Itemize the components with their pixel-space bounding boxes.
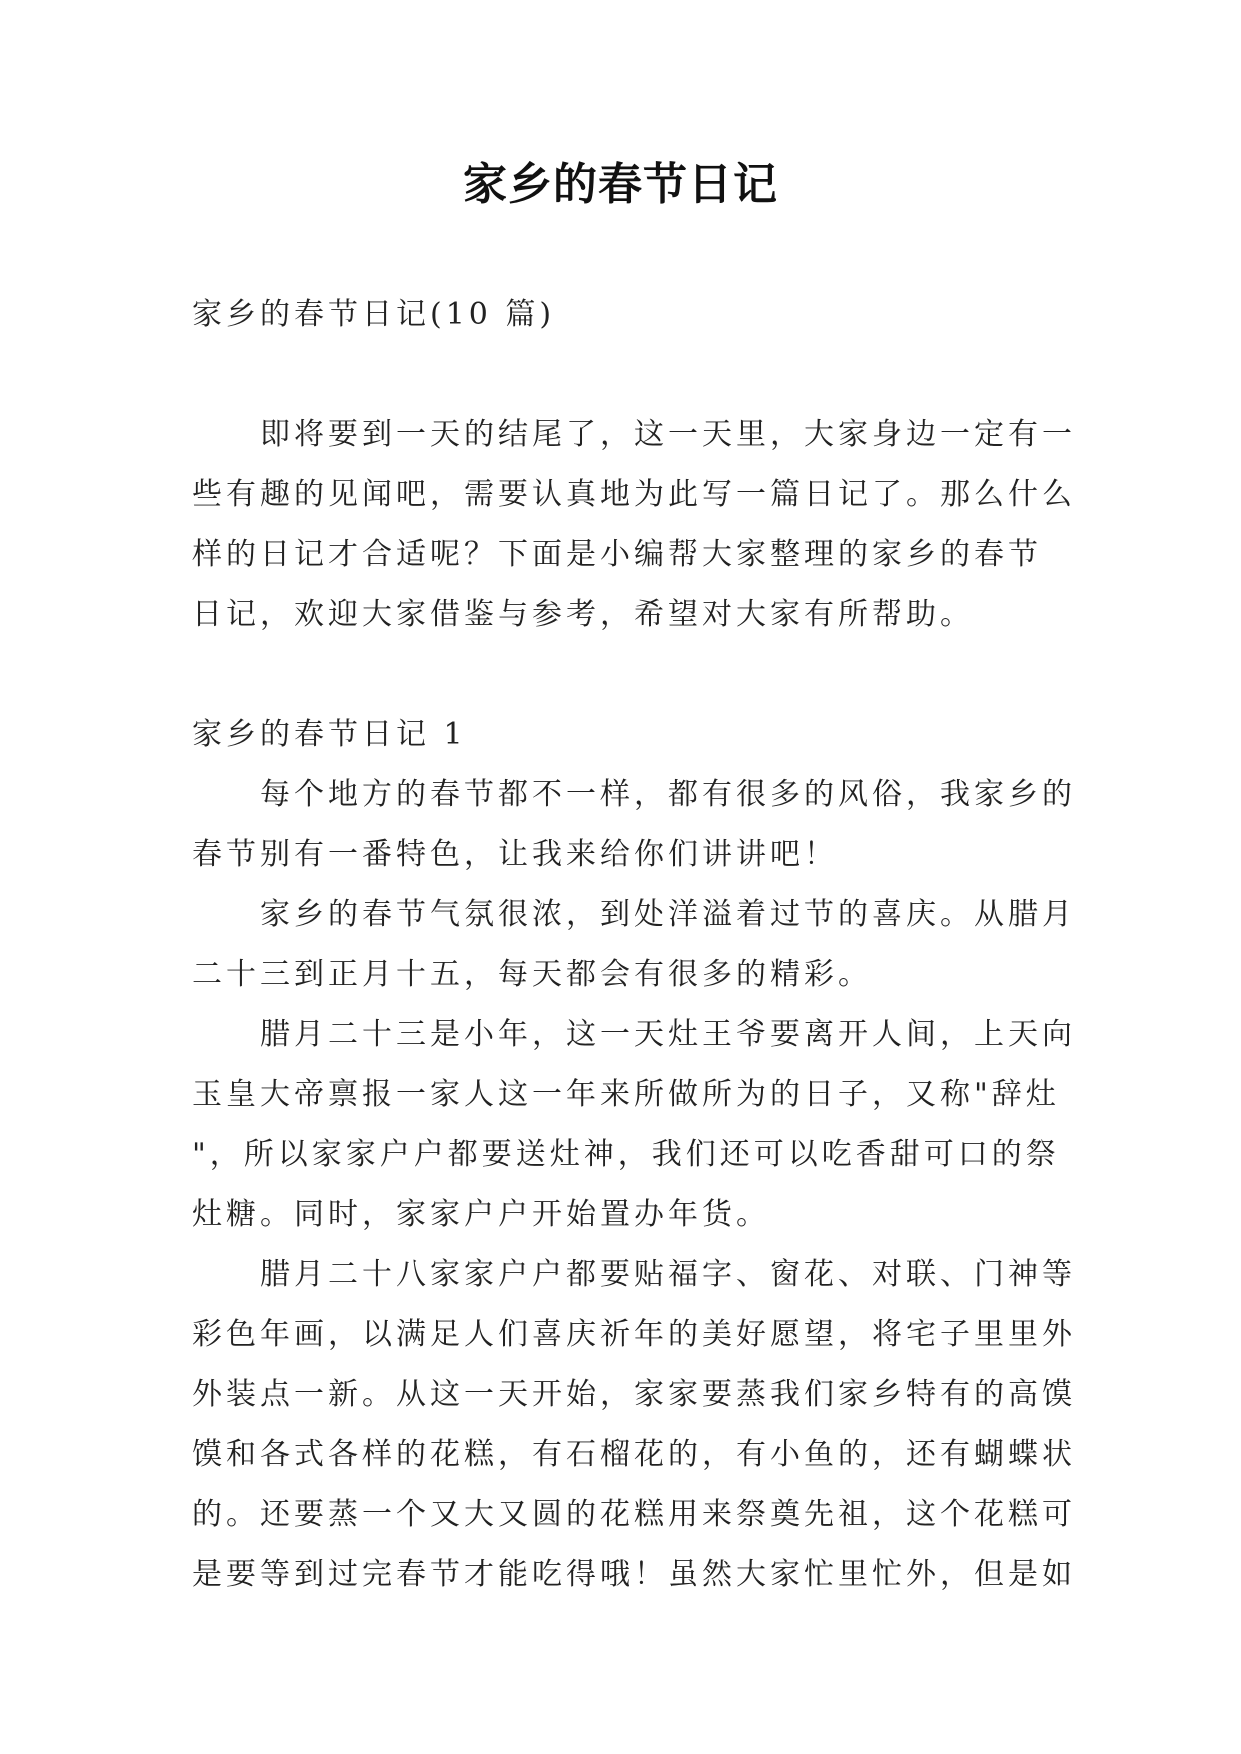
intro-line: 日记，欢迎大家借鉴与参考，希望对大家有所帮助。 <box>192 597 974 632</box>
intro-line: 样的日记才合适呢？下面是小编帮大家整理的家乡的春节 <box>192 537 1042 572</box>
section-heading: 家乡的春节日记 1 <box>192 717 467 752</box>
paragraph-line: 玉皇大帝禀报一家人这一年来所做所为的日子，又称"辞灶 <box>192 1077 1060 1112</box>
intro-paragraph <box>192 405 1076 645</box>
paragraph-line: 二十三到正月十五，每天都会有很多的精彩。 <box>192 957 872 992</box>
paragraph-line: 灶糖。同时，家家户户开始置办年货。 <box>192 1197 770 1232</box>
paragraph-line: 是要等到过完春节才能吃得哦！虽然大家忙里忙外，但是如 <box>192 1557 1076 1592</box>
paragraph-line: 家乡的春节气氛很浓，到处洋溢着过节的喜庆。从腊月 <box>260 897 1076 932</box>
paragraph-line: "，所以家家户户都要送灶神，我们还可以吃香甜可口的祭 <box>192 1137 1060 1172</box>
paragraph-line: 馍和各式各样的花糕，有石榴花的，有小鱼的，还有蝴蝶状 <box>192 1437 1076 1472</box>
intro-line: 即将要到一天的结尾了，这一天里，大家身边一定有一 <box>260 417 1076 452</box>
document-body <box>192 285 1076 1605</box>
document-title: 家乡的春节日记 <box>463 159 778 210</box>
body-paragraph <box>192 1245 1076 1605</box>
body-paragraph <box>192 885 1076 1005</box>
paragraph-line: 腊月二十三是小年，这一天灶王爷要离开人间，上天向 <box>260 1017 1076 1052</box>
paragraph-line: 每个地方的春节都不一样，都有很多的风俗，我家乡的 <box>260 777 1076 812</box>
document-subtitle: 家乡的春节日记(10 篇) <box>192 297 556 332</box>
paragraph-line: 的。还要蒸一个又大又圆的花糕用来祭奠先祖，这个花糕可 <box>192 1497 1076 1532</box>
paragraph-line: 腊月二十八家家户户都要贴福字、窗花、对联、门神等 <box>260 1257 1076 1292</box>
intro-line: 些有趣的见闻吧，需要认真地为此写一篇日记了。那么什么 <box>192 477 1076 512</box>
body-paragraph <box>192 765 1076 885</box>
paragraph-line: 春节别有一番特色，让我来给你们讲讲吧！ <box>192 837 838 872</box>
paragraph-line: 彩色年画，以满足人们喜庆祈年的美好愿望，将宅子里里外 <box>192 1317 1076 1352</box>
body-paragraph <box>192 1005 1076 1245</box>
paragraph-line: 外装点一新。从这一天开始，家家要蒸我们家乡特有的高馍 <box>192 1377 1076 1412</box>
